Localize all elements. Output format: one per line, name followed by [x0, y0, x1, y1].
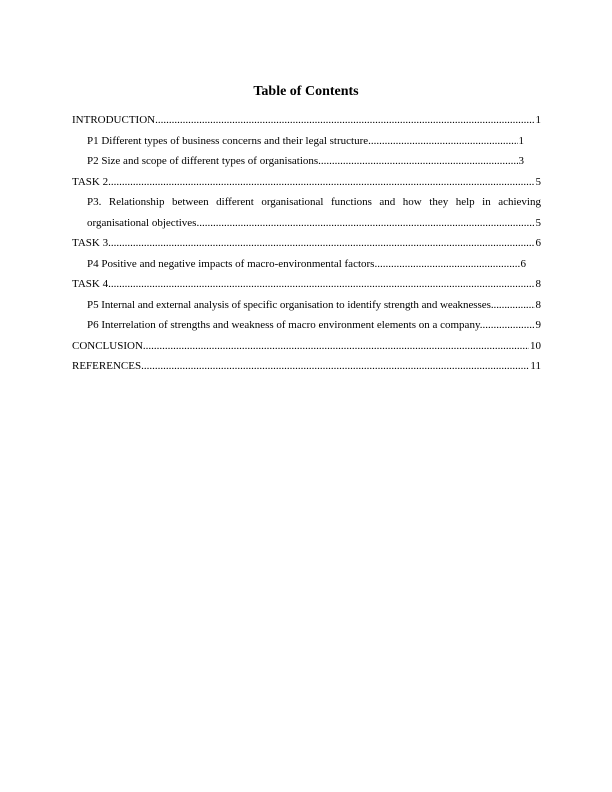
dot-leader: [374, 257, 519, 271]
toc-entry-task-3[interactable]: [72, 236, 541, 250]
toc-entry-text: TASK 4: [72, 278, 109, 290]
toc-entry-text: P6 Interrelation of strengths and weakness of macro environment elements on a company.: [87, 319, 483, 331]
toc-entry-conclusion[interactable]: [72, 339, 541, 353]
toc-entry-text: INTRODUCTION: [72, 114, 156, 126]
dot-leader: [491, 298, 535, 312]
toc-page-number: 3: [518, 155, 524, 167]
toc-entry-text: P5 Internal and external analysis of specific organisation to identify strength and weaknesses: [87, 298, 491, 311]
toc-entry-text: REFERENCES: [72, 360, 142, 372]
toc-page-number: 1: [518, 134, 524, 147]
toc-entry-text: P2 Size and scope of different types of organisations: [87, 155, 319, 167]
toc-page-number: 5: [535, 175, 541, 188]
toc-page-number: 8: [535, 298, 541, 311]
toc-entry-text: TASK 3: [72, 237, 109, 249]
dot-leader: [368, 134, 517, 148]
toc-entry-references[interactable]: [72, 359, 541, 373]
toc-entry-text-line2: organisational objectives: [87, 216, 197, 229]
toc-page-number: 1: [535, 114, 541, 126]
toc-entry-p1[interactable]: [72, 134, 541, 148]
toc-page-number: 8: [535, 278, 541, 290]
toc-page-number: 11: [530, 360, 541, 372]
toc-title: Table of Contents: [253, 84, 359, 99]
toc-page-number: 5: [535, 216, 541, 229]
toc-entry-p4[interactable]: [72, 257, 541, 271]
toc-entry-text-line1: P3. Relationship between different organisational functions and how they help in achieving: [87, 196, 541, 208]
dot-leader: [143, 339, 529, 353]
toc-entry-p2[interactable]: [72, 154, 541, 168]
toc-page-number: 6: [535, 237, 541, 249]
dot-leader: [108, 277, 534, 291]
table-of-contents: [72, 113, 541, 380]
toc-entry-text: P4 Positive and negative impacts of macro-environmental factors: [87, 257, 375, 270]
toc-entry-p5[interactable]: [72, 298, 541, 312]
dot-leader: [108, 175, 534, 189]
dot-leader: [318, 154, 517, 168]
dot-leader: [141, 359, 529, 373]
toc-entry-text: CONCLUSION: [72, 339, 143, 352]
toc-page-number: 6: [520, 257, 526, 270]
toc-entry-p6[interactable]: [72, 318, 541, 332]
toc-page-number: 10: [530, 339, 541, 352]
toc-page-number: 9: [535, 319, 541, 331]
dot-leader: [155, 113, 534, 127]
toc-entry-task-4[interactable]: [72, 277, 541, 291]
toc-entry-text: TASK 2: [72, 175, 109, 188]
toc-entry-text: P1 Different types of business concerns and their legal structure: [87, 134, 369, 147]
toc-entry-introduction[interactable]: [72, 113, 541, 127]
dot-leader: [196, 216, 534, 230]
dot-leader: [108, 236, 534, 250]
toc-entry-task-2[interactable]: [72, 175, 541, 189]
dot-leader: [482, 318, 534, 332]
toc-entry-p3[interactable]: [72, 195, 541, 230]
